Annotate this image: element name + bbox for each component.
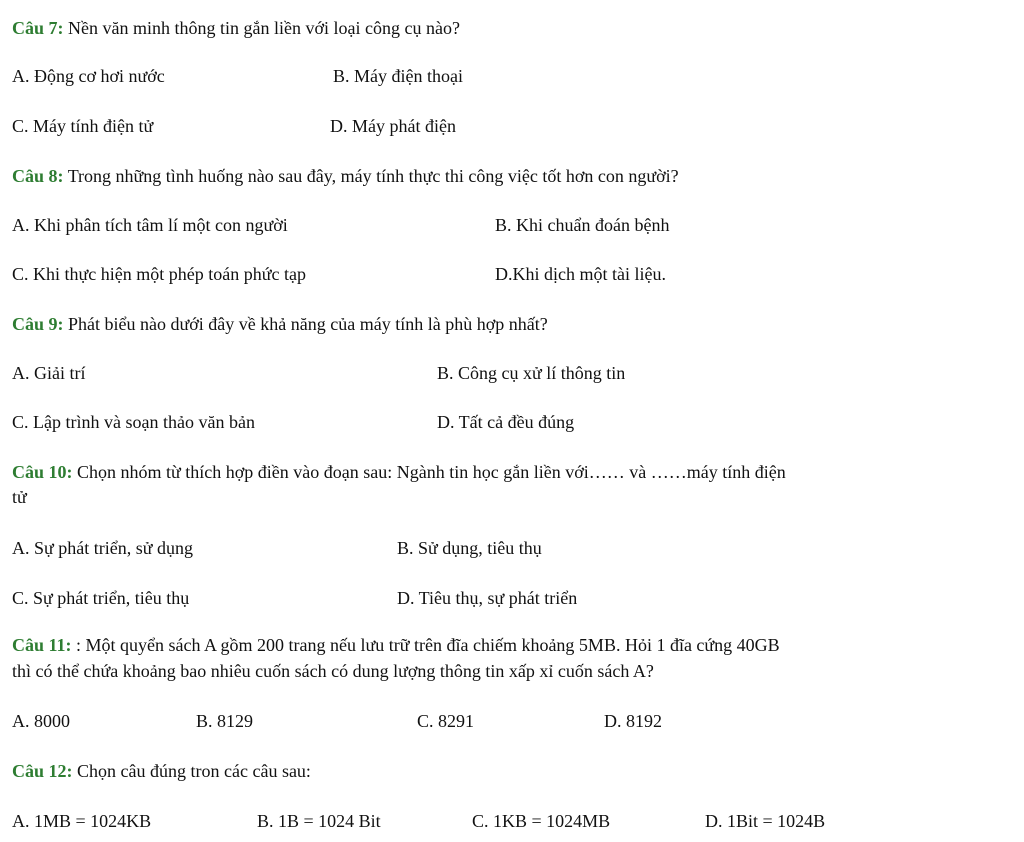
question-text: Trong những tình huống nào sau đây, máy tính thực thi công việc tốt hơn con người? (63, 166, 679, 186)
question-text: Nền văn minh thông tin gắn liền với loại công cụ nào? (63, 18, 460, 38)
question-11 (12, 634, 780, 656)
question-text-continued: thì có thể chứa khoảng bao nhiêu cuốn sách có dung lượng thông tin xấp xỉ cuốn sách A? (12, 661, 654, 681)
question-text: : Một quyển sách A gồm 200 trang nếu lưu trữ trên đĩa chiếm khoảng 5MB. Hỏi 1 đĩa cứng 40GB (71, 635, 780, 655)
question-text: Chọn câu đúng tron các câu sau: (72, 761, 311, 781)
option-b: B. Khi chuẩn đoán bệnh (495, 215, 670, 235)
question-8 (12, 165, 679, 187)
option-a: A. Sự phát triển, sử dụng (12, 538, 194, 558)
question-9 (12, 313, 548, 335)
option-d: D.Khi dịch một tài liệu. (495, 264, 666, 284)
option-b: B. Máy điện thoại (333, 66, 463, 86)
option-d: D. Tất cả đều đúng (437, 412, 575, 432)
option-d: D. 1Bit = 1024B (705, 811, 826, 831)
option-b: B. Công cụ xử lí thông tin (437, 363, 626, 383)
option-a: A. Khi phân tích tâm lí một con người (12, 215, 288, 235)
question-text: Phát biểu nào dưới đây về khả năng của máy tính là phù hợp nhất? (63, 314, 548, 334)
option-c: C. Lập trình và soạn thảo văn bản (12, 412, 255, 432)
question-label: Câu 8: (12, 166, 64, 186)
option-d: D. Tiêu thụ, sự phát triển (397, 588, 578, 608)
question-label: Câu 10: (12, 462, 73, 482)
option-b: B. Sử dụng, tiêu thụ (397, 538, 542, 558)
option-b: B. 8129 (196, 711, 254, 731)
option-c: C. Khi thực hiện một phép toán phức tạp (12, 264, 306, 284)
option-b: B. 1B = 1024 Bit (257, 811, 381, 831)
option-a: A. 1MB = 1024KB (12, 811, 152, 831)
option-d: D. Máy phát điện (330, 116, 456, 136)
question-label: Câu 7: (12, 18, 64, 38)
question-12 (12, 760, 311, 782)
question-text: Chọn nhóm từ thích hợp điền vào đoạn sau: Ngành tin học gắn liền với…… và ……máy tính điện (72, 462, 786, 482)
option-a: A. Giải trí (12, 363, 86, 383)
question-label: Câu 11: (12, 635, 72, 655)
option-c: C. 1KB = 1024MB (472, 811, 611, 831)
option-d: D. 8192 (604, 711, 662, 731)
question-label: Câu 12: (12, 761, 73, 781)
option-c: C. Máy tính điện tử (12, 116, 154, 136)
option-c: C. Sự phát triển, tiêu thụ (12, 588, 190, 608)
question-text-continued: tử (12, 487, 27, 507)
option-a: A. 8000 (12, 711, 70, 731)
option-c: C. 8291 (417, 711, 475, 731)
question-7 (12, 17, 460, 39)
question-10 (12, 461, 786, 483)
option-a: A. Động cơ hơi nước (12, 66, 165, 86)
question-label: Câu 9: (12, 314, 64, 334)
